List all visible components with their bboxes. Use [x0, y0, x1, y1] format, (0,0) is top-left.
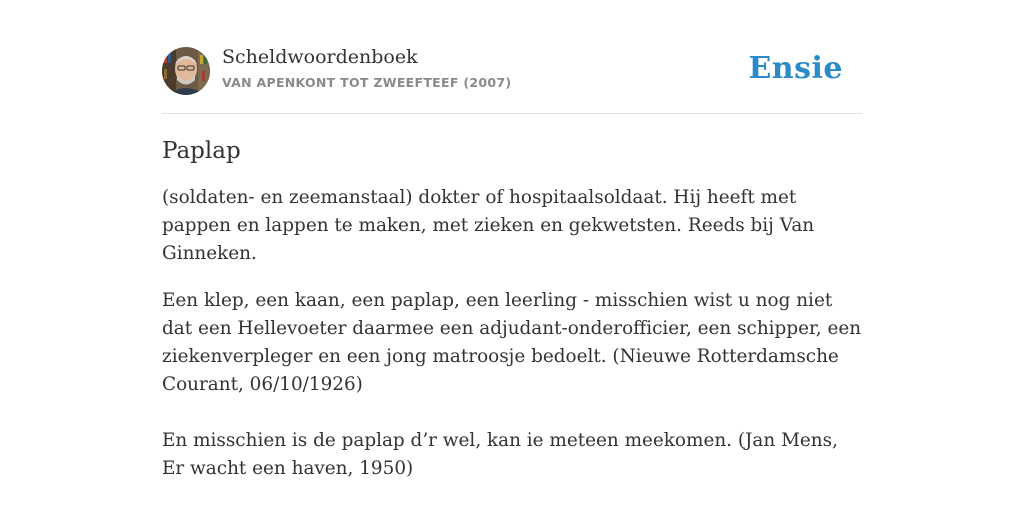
entry-title: Paplap	[162, 138, 241, 164]
author-name[interactable]: Scheldwoordenboek	[222, 46, 418, 68]
entry-definition: (soldaten- en zeemanstaal) dokter of hospitaalsoldaat. Hij heeft met pappen en lappen te maken, met zieken en gekwetsten. Reeds bij Van Ginneken.	[162, 187, 815, 264]
author-portrait-icon	[162, 47, 210, 95]
author-avatar[interactable]	[162, 47, 210, 95]
source-subtitle[interactable]: VAN APENKONT TOT ZWEEFTEEF (2007)	[222, 75, 512, 90]
entry-header	[162, 45, 862, 114]
entry-quotes: Een klep, een kaan, een paplap, een leerling - misschien wist u nog niet dat een Hellevoeter daarmee een adjudant-onderofficier, een schipper, een ziekenverpleger en een jong matroosje bedoelt. (Nieuwe Rotterdamsche Courant, 06/10/1926) En misschien is de paplap d’r wel, kan ie meteen meekomen. (Jan Mens, Er wacht een haven, 1950)	[162, 290, 862, 479]
brand-logo[interactable]: Ensie	[748, 51, 843, 86]
entry-card	[162, 45, 862, 483]
